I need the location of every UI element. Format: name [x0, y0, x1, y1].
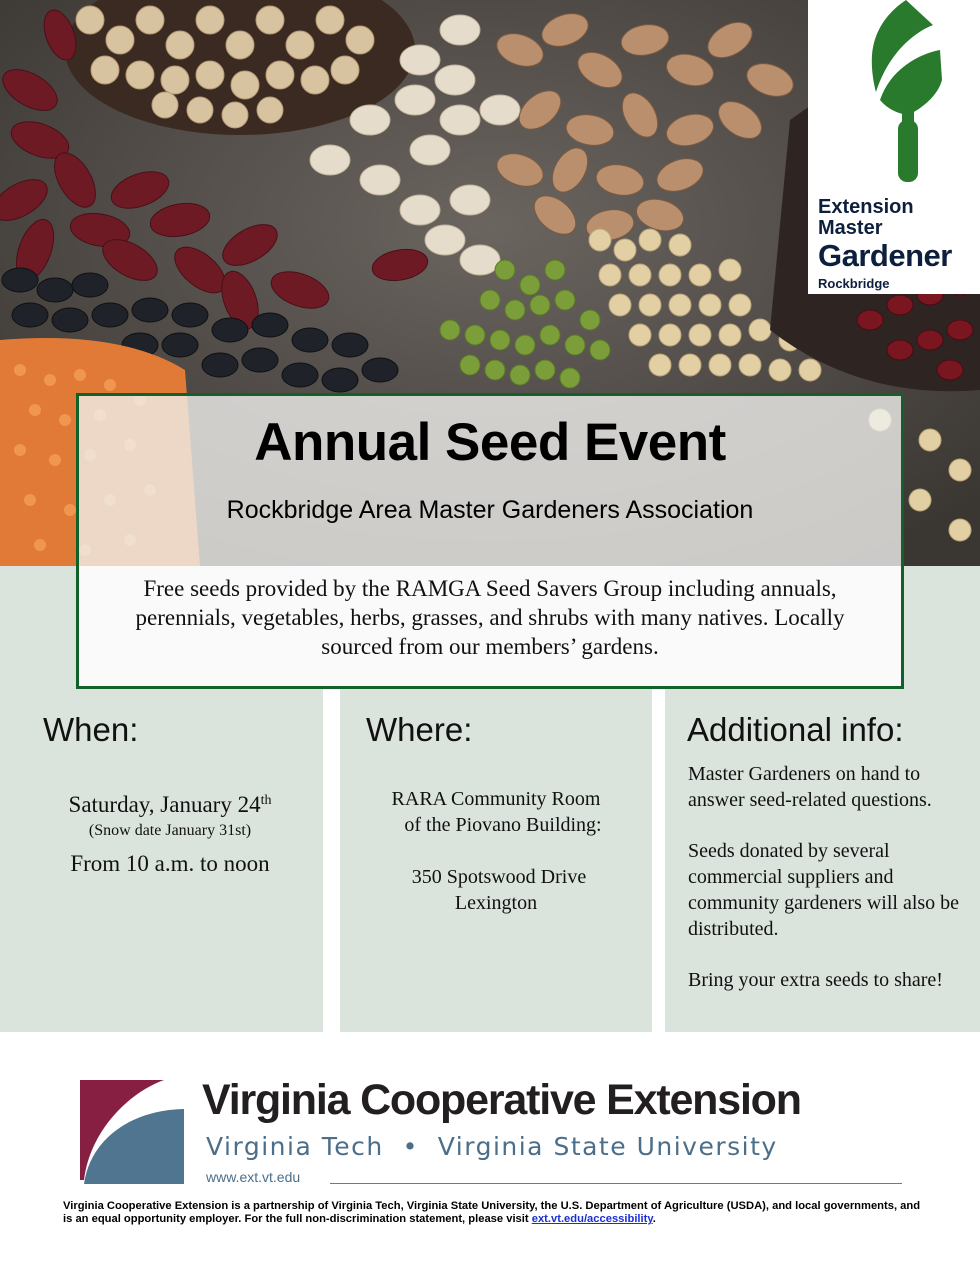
venue-city: Lexington: [454, 892, 538, 914]
vce-title: Virginia Cooperative Extension: [202, 1076, 801, 1124]
logo-line-extension: Extension: [818, 196, 914, 218]
event-title: Annual Seed Event: [254, 413, 726, 472]
additional-info-details: [688, 761, 978, 1018]
logo-line-master: Master: [818, 217, 883, 239]
disclaimer-text: Virginia Cooperative Extension is a partnership of Virginia Tech, Virginia State University, the U.S. Department of Agriculture (USDA), and local governments, and is an equal opportunity employer. For the full non-discrimination statement, please visit: [63, 1200, 921, 1225]
info-paragraph: Seeds donated by several commercial suppliers and community gardeners will also be distributed.: [688, 840, 960, 940]
vce-mark-icon: [80, 1080, 184, 1184]
additional-info-heading: Additional info:: [687, 711, 904, 748]
info-paragraph: Bring your extra seeds to share!: [688, 969, 943, 991]
extension-master-gardener-logo: [808, 0, 980, 294]
venue-street: 350 Spotswood Drive: [411, 866, 587, 888]
logo-line-gardener: Gardener: [818, 238, 952, 273]
vce-subtitle: Virginia Tech • Virginia State University: [206, 1132, 778, 1161]
trowel-icon: [868, 0, 948, 185]
vce-divider: [330, 1183, 902, 1184]
venue-room: RARA Community Room: [391, 788, 601, 810]
disclaimer: [63, 1200, 923, 1226]
logo-line-rockbridge: Rockbridge: [818, 276, 890, 291]
event-date-suffix: th: [260, 793, 272, 808]
vce-url: www.ext.vt.edu: [206, 1169, 301, 1185]
event-time: From 10 a.m. to noon: [70, 851, 270, 876]
venue-building: of the Piovano Building:: [404, 814, 602, 836]
event-description: Free seeds provided by the RAMGA Seed Savers Group including annuals, perennials, vegetables, herbs, grasses, and shrubs with many natives. Locally sourced from our members’ gardens.: [135, 576, 845, 659]
headline-box: [76, 393, 904, 689]
info-paragraph: Master Gardeners on hand to answer seed-related questions.: [688, 763, 932, 811]
when-details: [0, 786, 340, 882]
where-heading: Where:: [366, 711, 473, 748]
event-date: [0, 786, 340, 820]
event-date-text: Saturday, January 24: [68, 792, 261, 817]
where-details: [340, 786, 652, 916]
disclaimer-end: .: [652, 1213, 656, 1225]
snow-date: (Snow date January 31st): [88, 822, 252, 839]
vce-logo: [80, 1076, 910, 1190]
accessibility-link[interactable]: ext.vt.edu/accessibility: [531, 1213, 653, 1225]
when-heading: When:: [43, 711, 139, 748]
organizer-name: Rockbridge Area Master Gardeners Association: [226, 496, 754, 524]
